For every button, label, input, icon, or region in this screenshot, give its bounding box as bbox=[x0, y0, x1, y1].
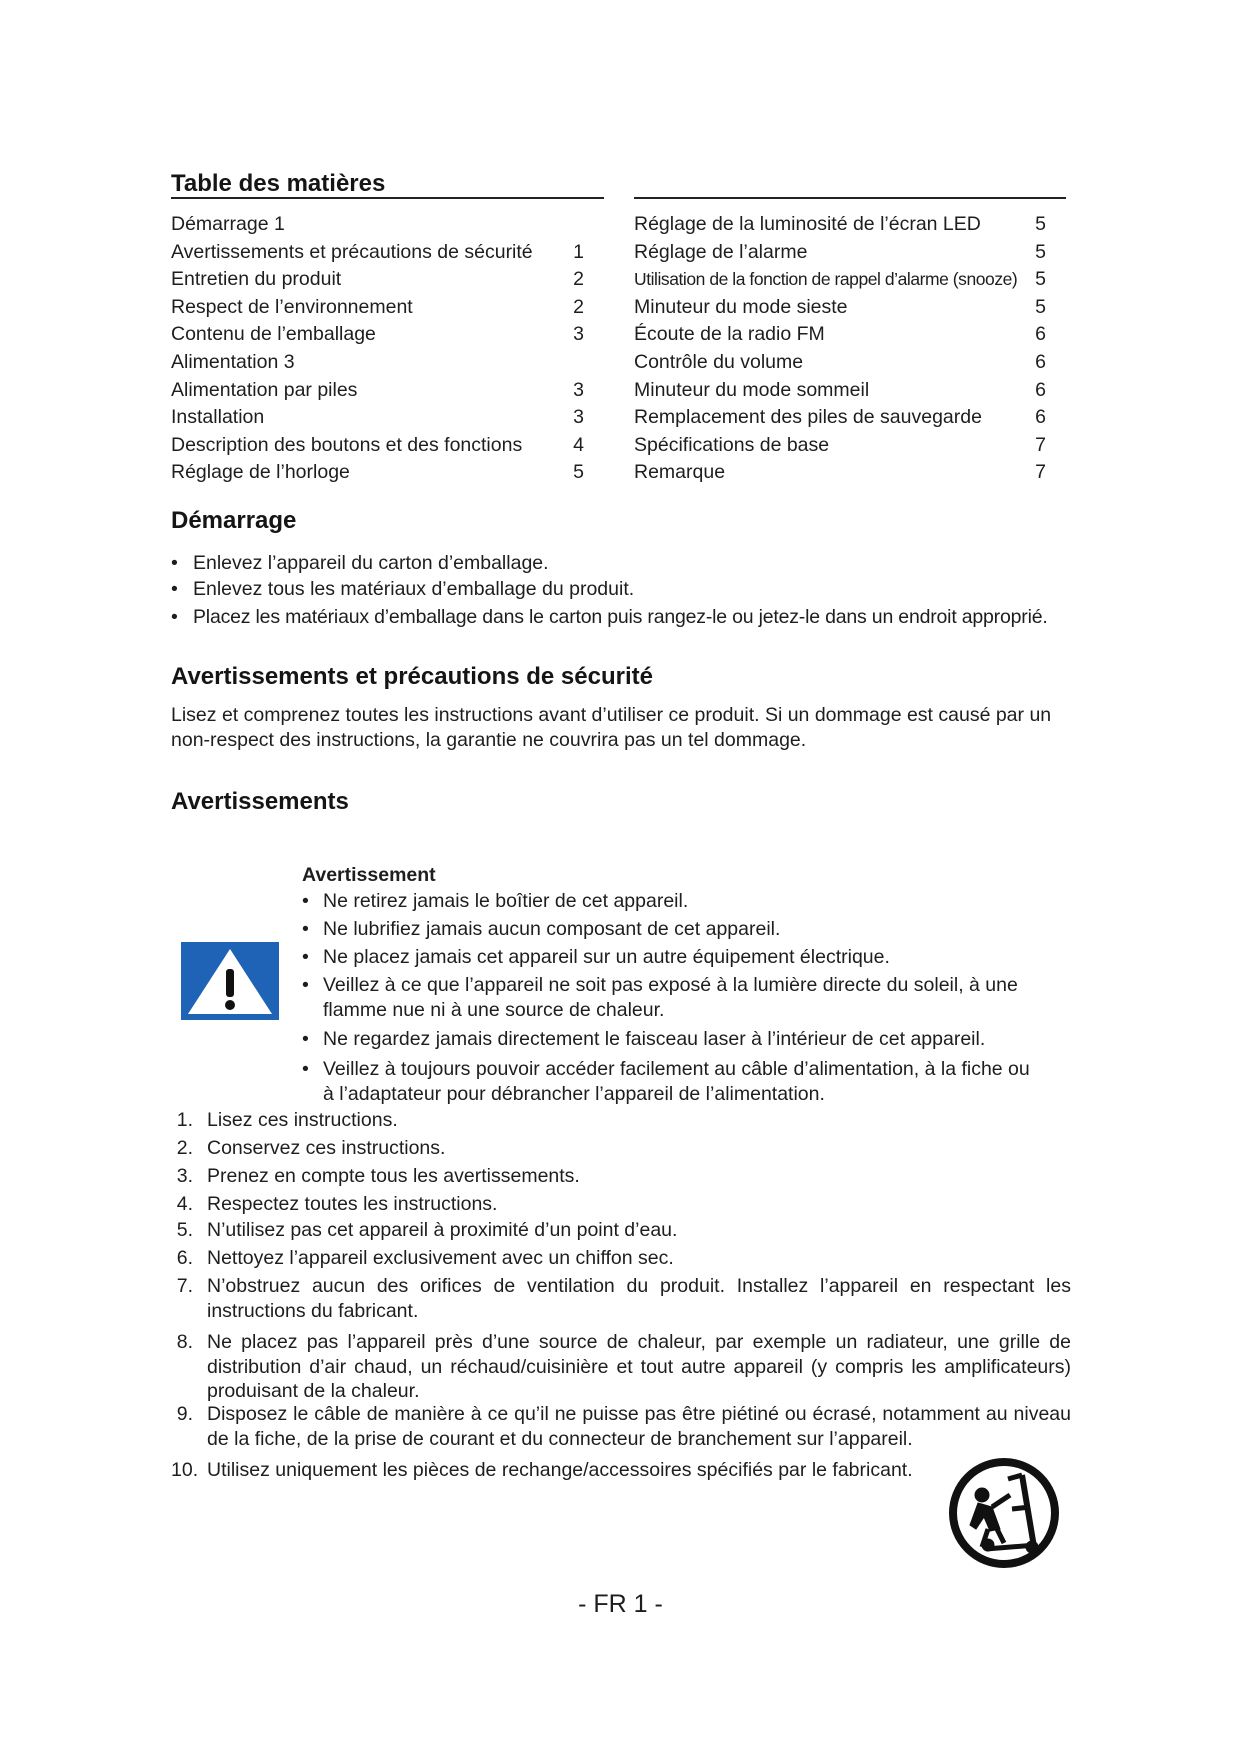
avertissement-bullet-text: flamme nue ni à une source de chaleur. bbox=[323, 999, 665, 1021]
instruction-number: 4. bbox=[176, 1193, 193, 1215]
toc-entry-label: Minuteur du mode sommeil bbox=[634, 378, 870, 401]
securite-intro-line1: Lisez et comprenez toutes les instructions avant d’utiliser ce produit. Si un dommage est causé par un bbox=[171, 704, 1052, 726]
toc-entry-page: 6 bbox=[1035, 351, 1046, 373]
toc-entry-page: 6 bbox=[1035, 323, 1046, 346]
toc-entry-page: 5 bbox=[1035, 240, 1046, 263]
toc-entry-page: 5 bbox=[573, 461, 584, 484]
avertissement-bullet-text: à l’adaptateur pour débrancher l’appareil de l’alimentation. bbox=[323, 1083, 825, 1105]
bullet-icon: • bbox=[302, 918, 309, 940]
toc-entry-page: 7 bbox=[1035, 433, 1046, 456]
avertissement-bullet-text: Veillez à toujours pouvoir accéder facilement au câble d’alimentation, à la fiche ou bbox=[323, 1058, 1030, 1080]
toc-entry-label: Avertissements et précautions de sécurité bbox=[171, 240, 533, 263]
instruction-text: N’obstruez aucun des orifices de ventilation du produit. Installez l’appareil en respectant les bbox=[207, 1275, 1071, 1297]
toc-entry-page: 1 bbox=[573, 240, 584, 263]
toc-title: Table des matières bbox=[171, 170, 386, 197]
toc-entry-label: Alimentation 3 bbox=[171, 351, 295, 373]
toc-entry-label: Spécifications de base bbox=[634, 433, 830, 456]
instruction-text: Lisez ces instructions. bbox=[207, 1109, 398, 1131]
page-number-footer: - FR 1 - bbox=[578, 1590, 663, 1618]
bullet-icon: • bbox=[302, 890, 309, 912]
toc-entry-page: 2 bbox=[573, 268, 584, 291]
avertissement-bullet-text: Ne retirez jamais le boîtier de cet appareil. bbox=[323, 890, 689, 912]
toc-entry-label: Démarrage 1 bbox=[171, 213, 285, 235]
instruction-text: produisant de la chaleur. bbox=[207, 1380, 420, 1402]
avertissement-bullet-text: Ne regardez jamais directement le faisceau laser à l’intérieur de cet appareil. bbox=[323, 1028, 986, 1050]
bullet-icon: • bbox=[302, 1058, 309, 1080]
toc-entry-label: Alimentation par piles bbox=[171, 378, 358, 401]
instruction-number: 3. bbox=[176, 1165, 193, 1187]
securite-intro-line2: non-respect des instructions, la garantie ne couvrira pas un tel dommage. bbox=[171, 729, 807, 751]
bullet-icon: • bbox=[302, 946, 309, 968]
instruction-number: 5. bbox=[176, 1219, 193, 1241]
toc-entry-page: 7 bbox=[1035, 461, 1046, 484]
toc-entry-page: 4 bbox=[573, 433, 584, 456]
toc-entry-label: Réglage de l’horloge bbox=[171, 461, 350, 484]
demarrage-heading: Démarrage bbox=[171, 507, 297, 534]
instruction-text: N’utilisez pas cet appareil à proximité d’un point d’eau. bbox=[207, 1219, 678, 1241]
instruction-text: Respectez toutes les instructions. bbox=[207, 1193, 498, 1215]
toc-left-rule bbox=[171, 197, 604, 199]
instruction-text: Disposez le câble de manière à ce qu’il ne puisse pas être piétiné ou écrasé, notamment au niveau bbox=[207, 1403, 1071, 1425]
toc-entry-label: Remplacement des piles de sauvegarde bbox=[634, 406, 982, 429]
toc-entry-label: Réglage de la luminosité de l’écran LED bbox=[634, 213, 981, 235]
avertissement-bullet-text: Ne lubrifiez jamais aucun composant de cet appareil. bbox=[323, 918, 781, 940]
avertissement-bullet-text: Veillez à ce que l’appareil ne soit pas exposé à la lumière directe du soleil, à une bbox=[323, 974, 1018, 996]
toc-entry-label: Utilisation de la fonction de rappel d’alarme (snooze) bbox=[634, 269, 1018, 290]
securite-heading: Avertissements et précautions de sécurité bbox=[171, 663, 653, 690]
demarrage-bullet-text: Placez les matériaux d’emballage dans le carton puis rangez-le ou jetez-le dans un endroit approprié. bbox=[193, 606, 1048, 628]
warning-triangle-icon bbox=[181, 942, 279, 1020]
toc-entry-label: Réglage de l’alarme bbox=[634, 240, 808, 263]
avertissement-box-title: Avertissement bbox=[302, 864, 436, 886]
avertissements-heading: Avertissements bbox=[171, 788, 349, 815]
toc-entry-label: Écoute de la radio FM bbox=[634, 323, 825, 346]
toc-entry-label: Description des boutons et des fonctions bbox=[171, 433, 523, 456]
toc-entry-label: Contenu de l’emballage bbox=[171, 323, 376, 346]
toc-entry-page: 3 bbox=[573, 378, 584, 401]
bullet-icon: • bbox=[302, 974, 309, 996]
cart-tip-over-warning-icon bbox=[948, 1457, 1060, 1569]
toc-right-rule bbox=[634, 197, 1066, 199]
toc-entry-label: Minuteur du mode sieste bbox=[634, 295, 848, 318]
avertissement-bullet-text: Ne placez jamais cet appareil sur un autre équipement électrique. bbox=[323, 946, 890, 968]
instruction-number: 9. bbox=[176, 1403, 193, 1425]
instruction-text: Ne placez pas l’appareil près d’une source de chaleur, par exemple un radiateur, une grille de bbox=[207, 1331, 1071, 1353]
instruction-number: 2. bbox=[176, 1137, 193, 1159]
instruction-number: 6. bbox=[176, 1247, 193, 1269]
toc-entry-label: Respect de l’environnement bbox=[171, 295, 413, 318]
bullet-icon: • bbox=[171, 552, 178, 574]
instruction-text: distribution d’air chaud, un réchaud/cuisinière et tout autre appareil (y compris les amplificateurs) bbox=[207, 1355, 1071, 1378]
instruction-text: Nettoyez l’appareil exclusivement avec un chiffon sec. bbox=[207, 1247, 674, 1269]
instruction-number: 7. bbox=[176, 1275, 193, 1297]
toc-entry-page: 6 bbox=[1035, 378, 1046, 401]
instruction-text: instructions du fabricant. bbox=[207, 1299, 419, 1322]
demarrage-bullet-text: Enlevez l’appareil du carton d’emballage. bbox=[193, 552, 549, 574]
bullet-icon: • bbox=[171, 606, 178, 628]
toc-entry-label: Contrôle du volume bbox=[634, 351, 804, 373]
instruction-number: 1. bbox=[176, 1109, 193, 1131]
instruction-text: Conservez ces instructions. bbox=[207, 1137, 446, 1159]
toc-entry-label: Installation bbox=[171, 406, 265, 429]
toc-entry-page: 2 bbox=[573, 295, 584, 318]
toc-entry-page: 6 bbox=[1035, 406, 1046, 429]
toc-entry-label: Entretien du produit bbox=[171, 268, 342, 291]
instruction-text: de la fiche, de la prise de courant et du connecteur de branchement sur l’appareil. bbox=[207, 1427, 913, 1450]
toc-entry-page: 5 bbox=[1035, 213, 1046, 235]
toc-entry-page: 5 bbox=[1035, 268, 1046, 291]
bullet-icon: • bbox=[302, 1028, 309, 1050]
toc-entry-label: Remarque bbox=[634, 461, 726, 484]
toc-entry-page: 3 bbox=[573, 406, 584, 429]
instruction-number: 8. bbox=[176, 1331, 193, 1353]
toc-entry-page: 3 bbox=[573, 323, 584, 346]
demarrage-bullet-text: Enlevez tous les matériaux d’emballage du produit. bbox=[193, 578, 635, 600]
toc-entry-page: 5 bbox=[1035, 295, 1046, 318]
instruction-text: Prenez en compte tous les avertissements. bbox=[207, 1165, 580, 1187]
instruction-number: 10. bbox=[171, 1459, 199, 1481]
instruction-text: Utilisez uniquement les pièces de rechange/accessoires spécifiés par le fabricant. bbox=[207, 1459, 913, 1481]
bullet-icon: • bbox=[171, 578, 178, 600]
